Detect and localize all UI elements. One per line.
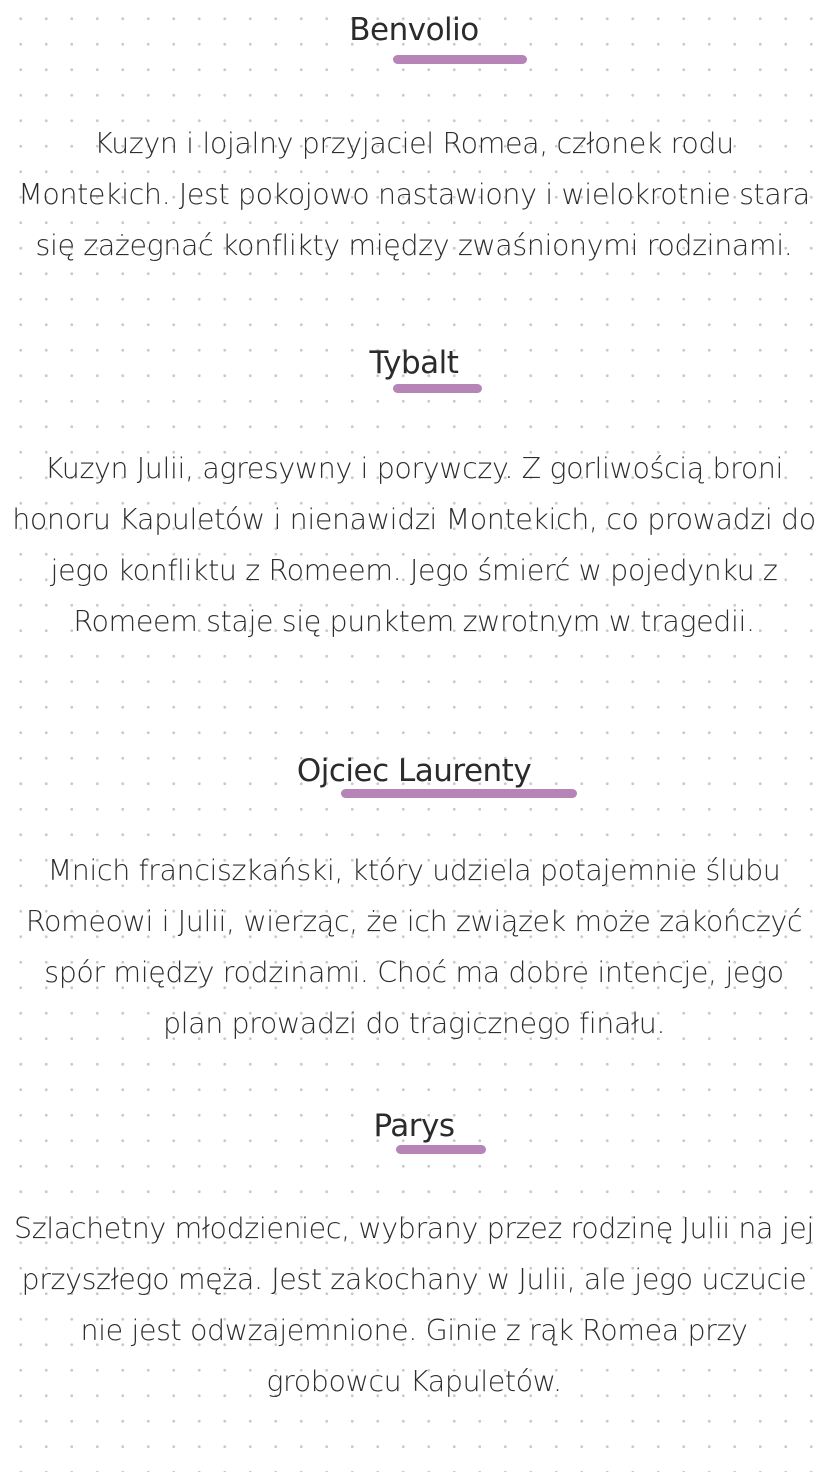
heading-highlight [393, 384, 482, 393]
heading-highlight [393, 55, 527, 64]
character-name: Benvolio [349, 12, 479, 48]
character-section-tybalt [0, 343, 828, 647]
character-description: Mnich franciszkański, który udziela potajemnie ślubu Romeowi i Julii, wierząc, że ich związek może zakończyć spór między rodzinami. Choć ma dobre intencje, jego plan prowadzi do tragicznego finału. [25, 854, 803, 1040]
character-section-parys [0, 1106, 828, 1407]
character-heading-wrap [0, 751, 828, 805]
character-heading-wrap [0, 1106, 828, 1160]
heading-highlight [396, 1145, 486, 1154]
character-heading-wrap [0, 343, 828, 397]
character-name: Parys [373, 1108, 455, 1144]
character-heading-wrap [0, 10, 828, 64]
character-section-ojciec-laurenty [0, 751, 828, 1049]
character-section-benvolio [0, 10, 828, 271]
character-description: Kuzyn i lojalny przyjaciel Romea, członek rodu Montekich. Jest pokojowo nastawiony i wielokrotnie stara się zażegnać konflikty między zwaśnionymi rodzinami. [18, 127, 810, 262]
character-name: Tybalt [369, 345, 459, 381]
character-name: Ojciec Laurenty [296, 753, 532, 789]
character-description: Kuzyn Julii, agresywny i porywczy. Z gorliwością broni honoru Kapuletów i nienawidzi Montekich, co prowadzi do jego konfliktu z Romeem. Jego śmierć w pojedynku z Romeem staje się punktem zwrotnym w tragedii. [12, 452, 816, 638]
character-description: Szlachetny młodzieniec, wybrany przez rodzinę Julii na jej przyszłego męża. Jest zakochany w Julii, ale jego uczucie nie jest odwzajemnione. Ginie z rąk Romea przy grobowcu Kapuletów. [14, 1212, 814, 1398]
